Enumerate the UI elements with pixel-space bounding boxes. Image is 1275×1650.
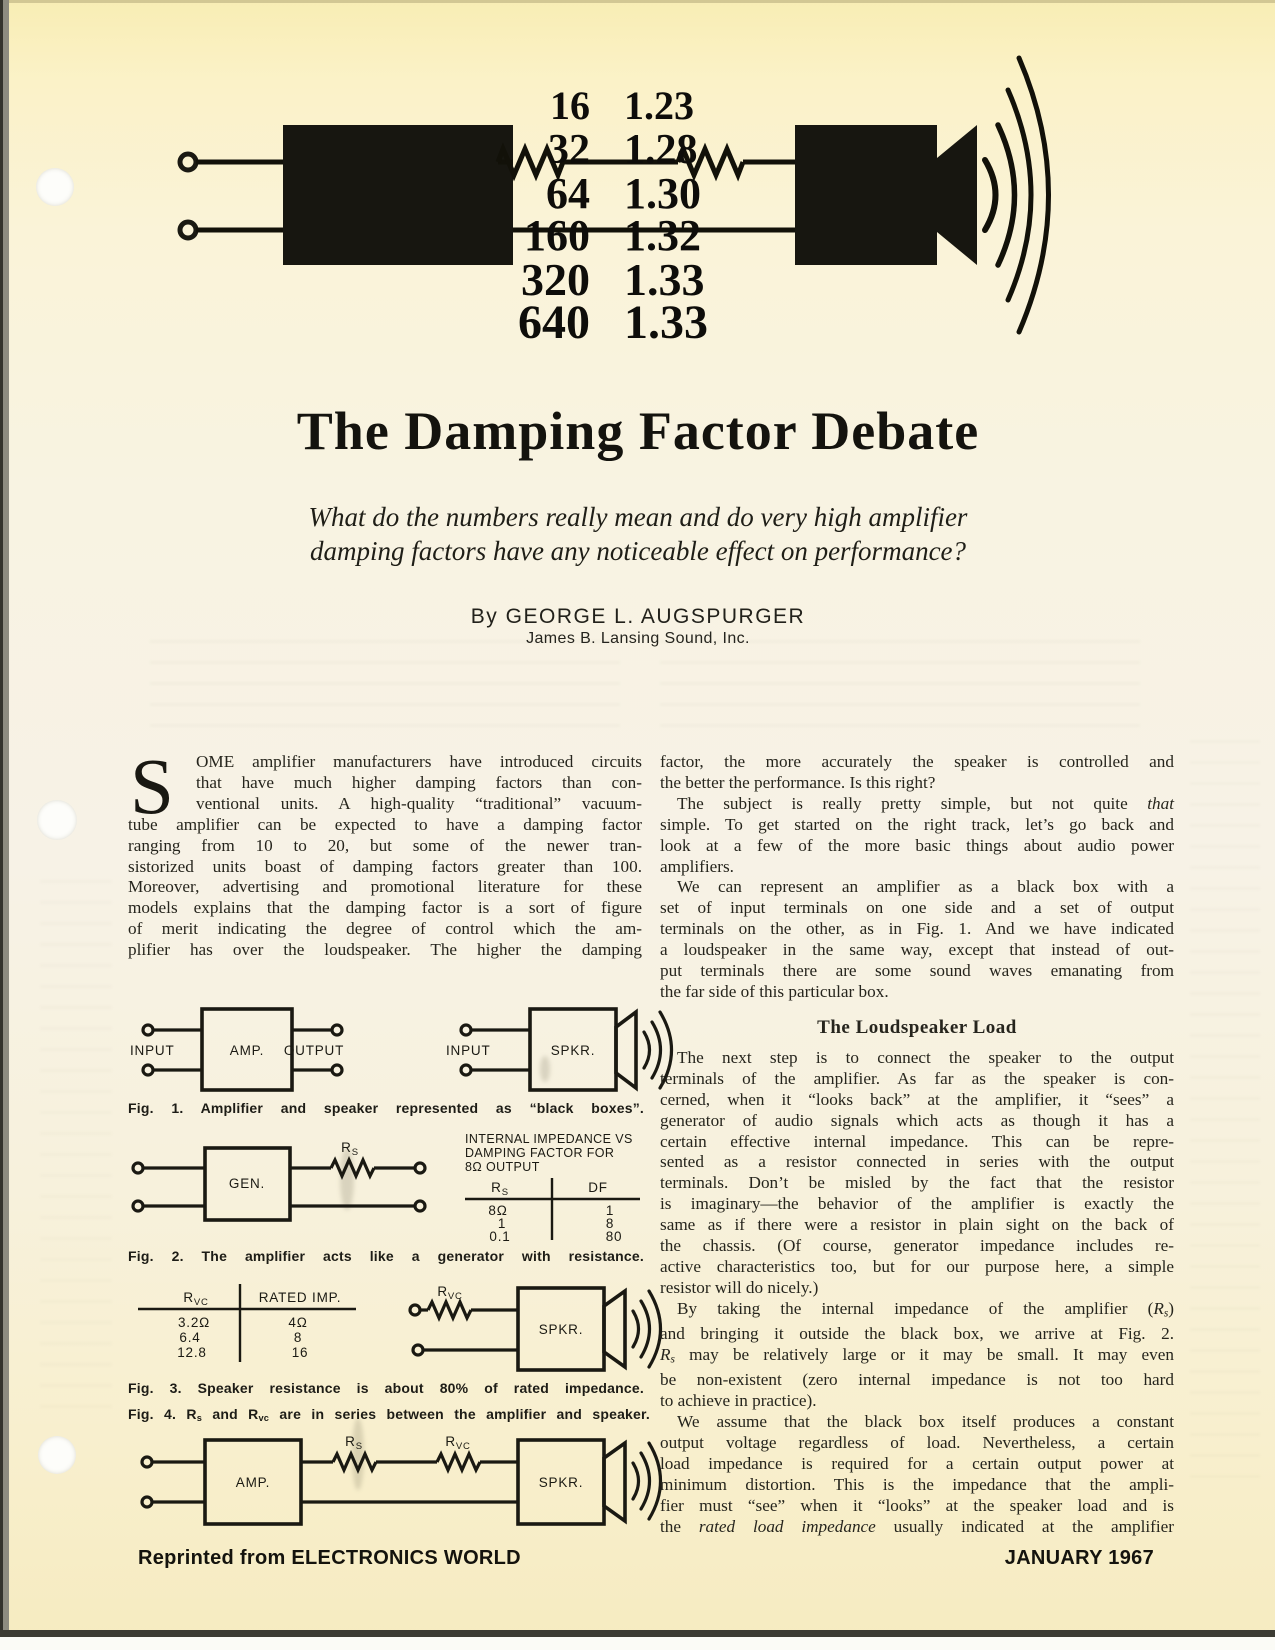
fig1-input-label: INPUT: [130, 1043, 175, 1058]
text-line: terminals on the other, as in Fig. 1. And we have indicated: [660, 919, 1174, 939]
speaker-cone-icon: [604, 1443, 625, 1521]
fig2-table-title: INTERNAL IMPEDANCE VS: [465, 1132, 633, 1146]
terminal-icon: [332, 1065, 342, 1075]
paragraph: [660, 794, 1174, 878]
text-line: plifier has over the loudspeaker. The higher the damping: [128, 940, 642, 960]
paragraph: [660, 877, 1174, 1002]
author-affiliation: James B. Lansing Sound, Inc.: [526, 630, 750, 647]
section-heading: The Loudspeaker Load: [817, 1016, 1017, 1038]
text-line: fier must “see” when it “looks” at the speaker load and is: [660, 1495, 1174, 1515]
fig4-rvc-label: $R_{VC}$: [445, 1434, 471, 1452]
scan-edge-top: [0, 0, 1275, 3]
text-line: be non-existent (zero internal impedance is not too hard: [660, 1370, 1174, 1390]
fig3-diagram: [128, 1278, 688, 1378]
text-line: sented as a resistor connected in series with the output: [660, 1152, 1174, 1172]
text-line: Rs may be relatively large or it may be small. It may even: [660, 1345, 1174, 1366]
sound-wave-arc: [1008, 90, 1031, 300]
df-result: 1.33: [624, 254, 705, 305]
terminal-icon: [143, 1025, 153, 1035]
byline: By GEORGE L. AUGSPURGER: [470, 605, 806, 628]
text-line: a loudspeaker in the same way, except that instead of out-: [660, 940, 1174, 960]
text-line: We assume that the black box itself produces a constant: [677, 1412, 1174, 1432]
fig1-diagram: [128, 1002, 688, 1102]
table-cell: 8: [293, 1330, 303, 1345]
fig1-input2-label: INPUT: [446, 1043, 491, 1058]
df-table-row: [435, 254, 799, 305]
fig2-diagram: [128, 1126, 642, 1246]
text-line: minimum distortion. This is the impedance that the ampli-: [660, 1474, 1174, 1494]
speaker-cone-icon: [937, 125, 977, 265]
table-cell: 3.2Ω: [177, 1315, 211, 1330]
text-line: generator of audio signals which acts as though it has a: [660, 1110, 1174, 1130]
wire: [143, 1168, 205, 1206]
speaker-cone-icon: [604, 1291, 625, 1367]
df-result: 1.30: [624, 169, 701, 218]
text-line: cerned, when it “looks back” at the amplifier, it “sees” a: [660, 1089, 1174, 1109]
text-line: and bringing it outside the black box, we arrive at Fig. 2.: [660, 1324, 1174, 1344]
speaker-cone-icon: [616, 1012, 636, 1088]
df-result: 1.28: [624, 127, 698, 173]
bleedthrough-ghost: [1190, 740, 1260, 1480]
terminal-icon: [133, 1201, 143, 1211]
terminal-icon: [410, 1305, 420, 1315]
resistor-icon: [331, 1160, 374, 1176]
sound-wave-arc: [633, 1463, 639, 1499]
paragraph: [660, 1048, 1174, 1299]
wire: [152, 1462, 205, 1502]
table-cell: 12.8: [177, 1345, 207, 1360]
table-cell: 6.4: [179, 1330, 201, 1345]
speaker-black-box: [795, 125, 937, 265]
text-line: factor, the more accurately the speaker is controlled and: [660, 752, 1174, 771]
df-value: 32: [548, 127, 590, 173]
text-line: amplifiers.: [660, 856, 734, 876]
df-value: 64: [546, 169, 590, 218]
text-line: ranging from 10 to 20, but some of the newer tran-: [128, 835, 642, 855]
footer-date: JANUARY 1967: [1004, 1547, 1154, 1569]
bleedthrough-ghost: [660, 640, 1140, 735]
subtitle-line: What do the numbers really mean and do very high amplifier: [308, 502, 968, 532]
terminal-icon: [143, 1065, 153, 1075]
df-value: 320: [521, 254, 590, 305]
right-column: [660, 752, 1174, 1538]
text-line: terminals. Don’t be misled by the fact that the resistor: [660, 1173, 1174, 1193]
input-wires: [196, 162, 283, 230]
text-line: models explains that the damping factor is a sort of figure: [128, 898, 642, 918]
text-line: output voltage regardless of load. Nevertheless, a certain: [660, 1433, 1174, 1453]
sound-wave-arc: [1019, 58, 1049, 332]
terminal-icon: [142, 1497, 152, 1507]
fig3-col2-header: RATED IMP.: [258, 1290, 342, 1305]
text-line: load impedance is required for a certain output power at: [660, 1454, 1174, 1474]
fig4-amp-label: AMP.: [235, 1475, 271, 1490]
text-line: same as if there were a resistor in plain sight on the back of: [660, 1215, 1174, 1235]
resistor-icon: [333, 1454, 376, 1470]
text-line: simple. To get started on the right track, let’s go back and: [660, 814, 1174, 834]
table-cell: 16: [291, 1345, 309, 1360]
table-cell: 1: [605, 1203, 615, 1218]
terminal-icon: [142, 1457, 152, 1467]
table-cell: 8: [605, 1216, 615, 1231]
df-value: 160: [524, 211, 590, 260]
df-table-row: [435, 129, 799, 171]
terminal-icon: [332, 1025, 342, 1035]
scan-paper-end: [0, 1637, 1275, 1650]
sound-wave-arc: [998, 125, 1015, 265]
fig3-caption: Fig. 3. Speaker resistance is about 80% of rated impedance.: [128, 1380, 644, 1396]
text-line: active characteristics too, but for our purpose here, a simple: [660, 1256, 1174, 1276]
footer-source: Reprinted from ELECTRONICS WORLD: [138, 1547, 521, 1569]
text-line: By taking the internal impedance of the amplifier (Rs): [677, 1298, 1174, 1320]
fig4-caption: Fig. 4. Rs and Rvc are in series between the amplifier and speaker.: [128, 1406, 650, 1424]
article-title: The Damping Factor Debate: [296, 401, 980, 461]
page-footer: [138, 1548, 1154, 1568]
df-result: 1.33: [624, 296, 708, 349]
terminal-icon: [461, 1025, 471, 1035]
terminal-icon: [180, 222, 196, 238]
bleedthrough-ghost: [150, 640, 620, 735]
text-line: that have much higher damping factors than con-: [196, 772, 642, 792]
sound-wave-arc: [644, 1032, 650, 1068]
sound-wave-arc: [985, 160, 996, 230]
text-line: ventional units. A high-quality “traditional” vacuum-: [196, 793, 642, 813]
text-line: The next step is to connect the speaker to the output: [677, 1047, 1174, 1067]
scan-edge-left: [0, 0, 9, 1650]
fig3-col1-header: $R_{VC}$: [183, 1290, 209, 1308]
text-line: to achieve in practice).: [660, 1391, 817, 1411]
text-line: OME amplifier manufacturers have introduced circuits: [196, 752, 642, 771]
fig1-caption: Fig. 1. Amplifier and speaker represented as “black boxes”.: [128, 1100, 644, 1116]
fig2-table-title: DAMPING FACTOR FOR: [465, 1146, 615, 1160]
text-line: We can represent an amplifier as a black box with a: [677, 877, 1174, 897]
terminal-icon: [461, 1065, 471, 1075]
table-cell: 0.1: [489, 1229, 511, 1244]
df-table-row: [435, 211, 799, 260]
df-table-row: [435, 83, 799, 128]
fig2-caption: Fig. 2. The amplifier acts like a generator with resistance.: [128, 1248, 644, 1264]
article-subtitle: [118, 500, 1158, 568]
sound-wave-arc: [641, 1301, 650, 1357]
fig4-diagram: [128, 1432, 688, 1532]
resistor-icon: [428, 1302, 471, 1318]
df-value: 640: [518, 296, 590, 349]
fig4-rs-label: $R_S$: [345, 1434, 363, 1452]
fig2-rs-label: $R_S$: [341, 1140, 359, 1158]
sound-wave-arc: [641, 1453, 650, 1509]
fig2-table-title: 8Ω OUTPUT: [465, 1160, 540, 1174]
text-line: certain effective internal impedance. This can be repre-: [660, 1131, 1174, 1151]
table-cell: 1: [497, 1216, 507, 1231]
df-value: 16: [550, 83, 590, 128]
punch-hole-top: [36, 168, 74, 206]
paragraph: [660, 1412, 1174, 1537]
terminal-icon: [180, 154, 196, 170]
text-line: is imaginary—the behavior of the amplifier is exactly the: [660, 1194, 1174, 1214]
text-line: terminals of the amplifier. As far as the speaker is con-: [660, 1068, 1174, 1088]
text-line: Moreover, advertising and promotional literature for these: [128, 877, 642, 897]
text-line: the rated load impedance usually indicated at the amplifier: [660, 1516, 1174, 1536]
terminal-icon: [415, 1163, 425, 1173]
paragraph: [660, 752, 1174, 794]
table-cell: 4Ω: [288, 1315, 308, 1330]
text-line: look at a few of the more basic things about audio power: [660, 835, 1174, 855]
resistor-icon: [437, 1454, 480, 1470]
paragraph: [660, 1299, 1174, 1413]
terminal-icon: [415, 1201, 425, 1211]
drop-cap: S: [130, 744, 174, 831]
fig2-col1-header: $R_S$: [491, 1180, 509, 1198]
df-table-row: [435, 296, 799, 349]
text-line: put terminals there are some sound waves emanating from: [660, 961, 1174, 981]
intro-paragraph: [128, 744, 642, 961]
text-line: The subject is really pretty simple, but not quite that: [677, 793, 1174, 813]
punch-hole-bottom: [38, 1436, 76, 1474]
terminal-icon: [133, 1163, 143, 1173]
fig2-col2-header: DF: [588, 1180, 608, 1195]
text-line: tube amplifier can be expected to have a damping factor: [128, 814, 642, 834]
table-cell: 8Ω: [488, 1203, 508, 1218]
fig3-rvc-label: $R_{VC}$: [437, 1284, 463, 1302]
table-cell: 80: [605, 1229, 623, 1244]
scan-edge-bottom: [0, 1630, 1275, 1637]
text-line: resistor will do nicely.): [660, 1277, 819, 1297]
text-line: the better the performance. Is this right?: [660, 772, 936, 792]
fig2-gen-label: GEN.: [228, 1176, 266, 1191]
text-line: the far side of this particular box.: [660, 981, 889, 1001]
df-result: 1.32: [624, 211, 701, 260]
text-line: of merit indicating the degree of control which the am-: [128, 919, 642, 939]
subtitle-line: damping factors have any noticeable effect on performance?: [309, 536, 967, 566]
text-line: set of input terminals on one side and a set of output: [660, 898, 1174, 918]
terminal-icon: [413, 1345, 423, 1355]
fig1-amp-label: AMP.: [229, 1043, 265, 1058]
bleedthrough-ghost: [40, 880, 112, 1420]
fig3-spkr-label: SPKR.: [538, 1322, 584, 1337]
fig4-spkr-label: SPKR.: [538, 1475, 584, 1490]
df-table-row: [435, 169, 799, 218]
fig1-output-label: OUTPUT: [283, 1043, 345, 1058]
sound-wave-arc: [633, 1311, 639, 1347]
df-result: 1.23: [624, 83, 694, 128]
text-line: the chassis. (Of course, generator impedance includes re-: [660, 1236, 1174, 1256]
fig1-spkr-label: SPKR.: [550, 1043, 596, 1058]
punch-hole-middle: [37, 800, 77, 840]
text-line: sistorized units boast of damping factors greater than 100.: [128, 856, 642, 876]
